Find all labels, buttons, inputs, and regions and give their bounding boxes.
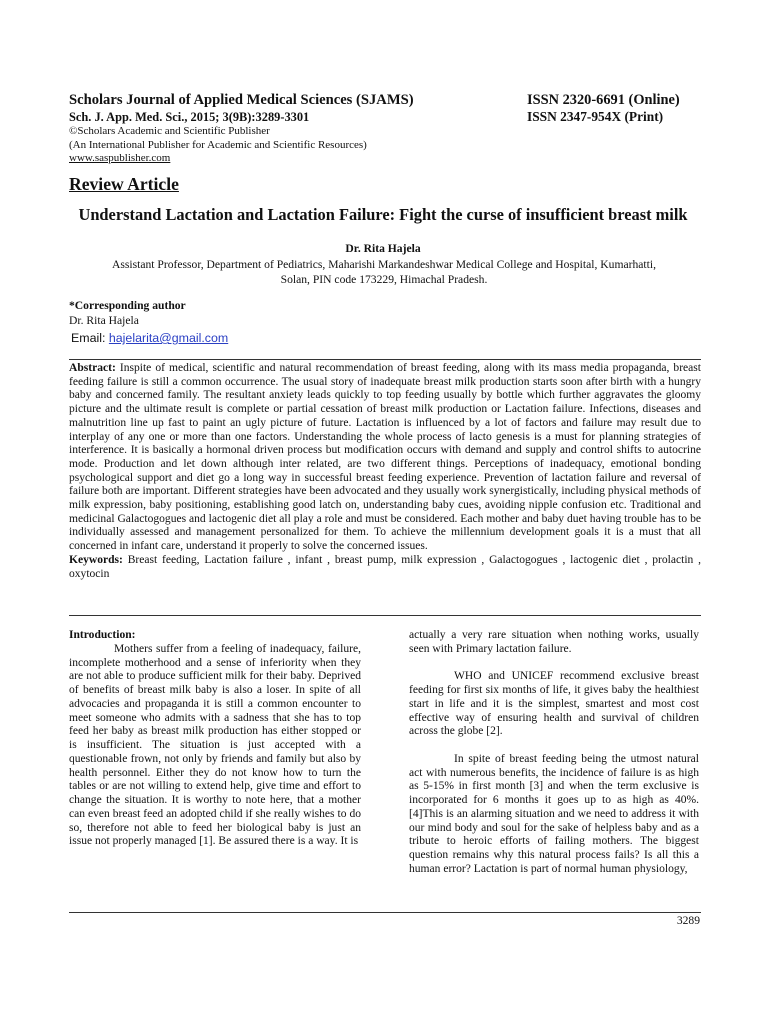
keywords-label: Keywords: — [69, 553, 123, 566]
publisher-website-link[interactable]: www.saspublisher.com — [69, 152, 171, 164]
paragraph-gap — [409, 657, 699, 671]
abstract-section — [69, 362, 701, 581]
publisher-line: ©Scholars Academic and Scientific Publisher — [69, 125, 270, 137]
corresponding-author-label: *Corresponding author — [69, 299, 186, 312]
affiliation-line-2: Solan, PIN code 173229, Himachal Pradesh. — [280, 273, 488, 286]
issn-print: ISSN 2347-954X (Print) — [527, 109, 664, 124]
author-affiliation — [66, 257, 702, 287]
abstract-label: Abstract: — [69, 362, 116, 374]
footer-rule — [69, 912, 701, 913]
keywords-line — [69, 554, 701, 581]
journal-header — [69, 91, 509, 166]
author-name: Dr. Rita Hajela — [345, 242, 421, 255]
publisher-note: (An International Publisher for Academic and Scientific Resources) — [69, 138, 367, 151]
abstract-top-rule — [69, 359, 701, 360]
keywords-text: Breast feeding, Lactation failure , infant , breast pump, milk expression , Galactogogues , lactogenic diet , prolactin , oxytocin — [69, 553, 701, 580]
abstract-bottom-rule — [69, 615, 701, 616]
right-paragraph-2: WHO and UNICEF recommend exclusive breast feeding for first six months of life, it gives baby the healthiest start in life and it is the simplest, smartest and most cost effective way of ensuring health and survival of children across the globe [2]. — [409, 670, 699, 738]
paragraph-gap — [409, 739, 699, 753]
email-label: Email: — [71, 331, 106, 345]
right-paragraph-1: actually a very rare situation when nothing works, usually seen with Primary lactation failure. — [409, 629, 699, 655]
right-paragraph-3: In spite of breast feeding being the utmost natural act with numerous benefits, the incidence of failure is as high as 5-15% in first month [3] and when the term exclusive is incorporated for 6 months it goes up to as high as 40%. [4]This is an alarming situation and we need to address it with our mind body and soul for the sake of helpless baby and as a tribute to heroic efforts of failing mothers. The biggest question remains why this natural process fails? Is all this a human error? Lactation is part of normal human physiology, — [409, 752, 699, 875]
body-column-left — [69, 629, 361, 849]
corresponding-author-block — [69, 299, 186, 328]
article-title: Understand Lactation and Lactation Failure: Fight the curse of insufficient breast milk — [78, 205, 688, 224]
email-line — [71, 331, 228, 345]
journal-citation: Sch. J. App. Med. Sci., 2015; 3(9B):3289-3301 — [69, 110, 310, 124]
body-column-right — [409, 629, 699, 877]
abstract-body — [69, 362, 701, 554]
corresponding-author-name: Dr. Rita Hajela — [69, 313, 139, 327]
journal-title: Scholars Journal of Applied Medical Sciences (SJAMS) — [69, 92, 414, 108]
issn-block — [527, 91, 727, 124]
introduction-paragraph: Mothers suffer from a feeling of inadequacy, failure, incomplete motherhood and a sense of inferiority when they are not able to produce sufficient milk for their baby. Deprived of benefits of breast milk baby is also a loser. In spite of all advocacies and propaganda it is still a common encounter to meet someone who admits with a sadness that she has to top feed her baby as breast milk production has either stopped or is insufficient. The situation is just accepted with a questionable frown, not only by friends and family but also by health personnel. Either they do not know how to turn the tables or are not willing to extend help, give time and effort to change the situation. It is worthy to note here, that a mother can even breast feed an adopted child if she really wishes to do so, therefore not able to feed her biological baby is just an issue not properly managed [1]. Be assured there is a way. It is — [69, 642, 361, 848]
article-type: Review Article — [69, 174, 179, 194]
affiliation-line-1: Assistant Professor, Department of Pediatrics, Maharishi Markandeshwar Medical College and Hospital, Kumarhatti, — [112, 258, 656, 271]
introduction-heading: Introduction: — [69, 629, 136, 641]
email-link[interactable]: hajelarita@gmail.com — [108, 331, 229, 345]
abstract-text: Inspite of medical, scientific and natural recommendation of breast feeding, along with its mass media propaganda, breast feeding failure is still a common occurrence. The usual story of inadequate breast milk production starts soon after birth with a hungry baby and concerned family. The resultant anxiety leads quickly to top feeding usually by bottle which further aggravates the gloomy picture and the ultimate result is complete or partial cessation of breast milk production or Lactation failure. Infections, diseases and malnutrition line up fast to paint an ugly picture of future. Lactation is influenced by a lot of factors and failure may result due to interplay of any one or more than one factors. Understanding the whole process of lacto genesis is a must for planning strategies of interference. It is basically a hormonal driven process but modification occurs with demand and supply and control shifts to autocrine mode. Production and let down although inter related, are two different things. Perceptions of inadequacy, emotional bonding psychological support and diet go a long way in successful breast feeding experience. Prevention of lactation failure and reversal of failure both are important. Different strategies have been advocated and they usually work synergistically, including physical methods of milk expression, baby positioning, establishing good latch on, understanding baby cues, avoiding nipple confusion etc. Traditional and medicinal Galactogogues and lactogenic diet all play a role and must be considered. Each mother and baby duet having trouble has to be individually assessed and management personalized for them. To achieve the millennium development goals it is a must that all concerned in infant care, understand it properly to solve the concerned issues. — [69, 362, 701, 553]
page-number: 3289 — [676, 914, 700, 927]
issn-online: ISSN 2320-6691 (Online) — [527, 92, 680, 108]
